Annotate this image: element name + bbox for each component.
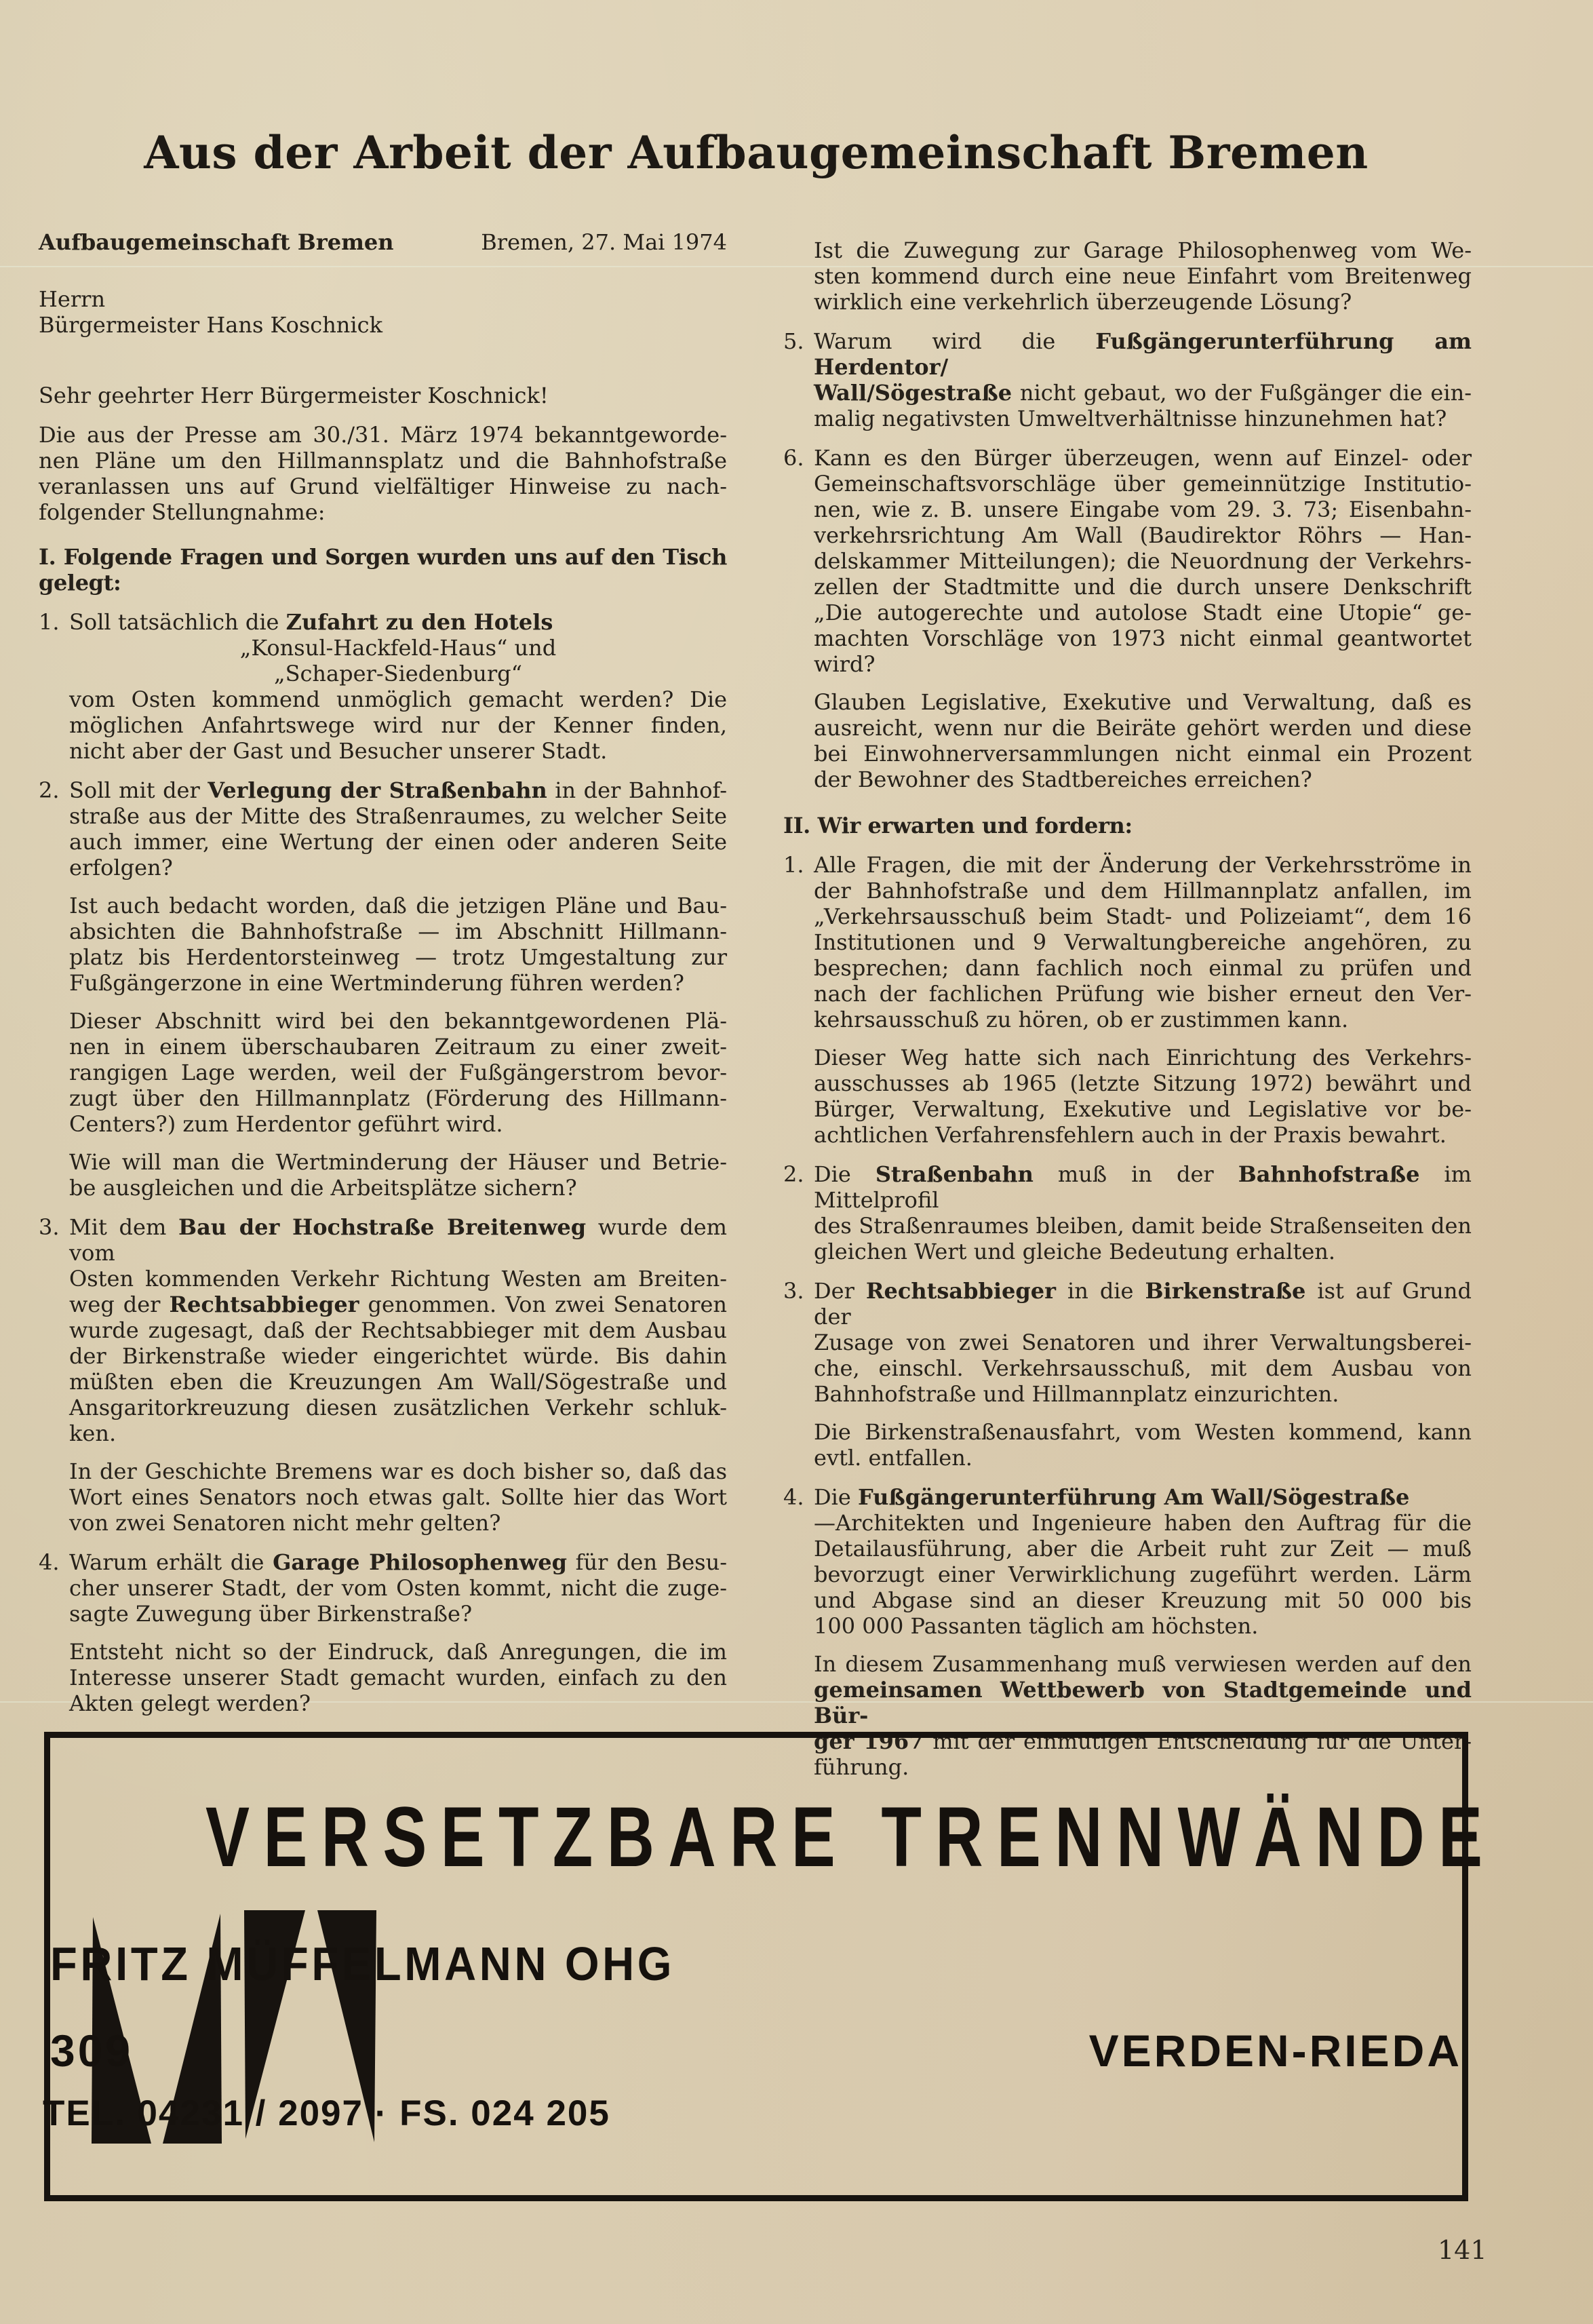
text-line: —Architekten und Ingenieure haben den Auftrag für die bbox=[814, 1510, 1472, 1536]
text-line: gleichen Wert und gleiche Bedeutung erhalten. bbox=[814, 1239, 1336, 1264]
text-line: Institutionen und 9 Verwaltungbereiche angehören, zu bbox=[814, 929, 1472, 955]
text-line: cher unserer Stadt, der vom Osten kommt, nicht die zuge- bbox=[69, 1575, 727, 1601]
text-line: auch immer, eine Wertung der einen oder anderen Seite bbox=[69, 829, 727, 855]
text-line: Centers?) zum Herdentor geführt wird. bbox=[69, 1111, 503, 1137]
text-line: zugt über den Hillmannplatz (Förderung des Hillmann- bbox=[69, 1085, 727, 1111]
text-line: der Bewohner des Stadtbereiches erreichen? bbox=[814, 767, 1312, 792]
item-number: 3. bbox=[783, 1278, 804, 1304]
text-line: nen, wie z. B. unsere Eingabe vom 29. 3. 73; Eisenbahn- bbox=[814, 497, 1472, 522]
text-line: absichten die Bahnhofstraße — im Abschnitt Hillmann- bbox=[69, 918, 727, 944]
text-line: möglichen Anfahrtswege wird nur der Kenner finden, bbox=[69, 712, 727, 738]
text-line: ausreicht, wenn nur die Beiräte gehört werden und diese bbox=[814, 715, 1472, 741]
text-line: Soll tatsächlich die Zufahrt zu den Hotels bbox=[69, 609, 553, 635]
text-line: bei Einwohnerversammlungen nicht einmal ein Prozent bbox=[814, 741, 1472, 767]
text-line: Die Fußgängerunterführung Am Wall/Sögestraße bbox=[814, 1484, 1410, 1510]
item-number: 3. bbox=[39, 1214, 60, 1240]
text-line: che, einschl. Verkehrsausschuß, mit dem Ausbau von bbox=[814, 1355, 1472, 1381]
text-line: ausschusses ab 1965 (letzte Sitzung 1972) bewährt und bbox=[814, 1070, 1472, 1096]
item-number: 4. bbox=[783, 1484, 804, 1510]
text-line: Herrn bbox=[39, 286, 106, 312]
text-line: Gemeinschaftsvorschläge über gemeinnützige Institutio- bbox=[814, 471, 1472, 497]
text-line: des Straßenraumes bleiben, damit beide Straßenseiten den bbox=[814, 1213, 1472, 1239]
text-line: sagte Zuwegung über Birkenstraße? bbox=[69, 1601, 473, 1627]
text-line: „Schaper-Siedenburg“ bbox=[274, 661, 522, 686]
ad-address-row bbox=[50, 2025, 1462, 2076]
text-line: veranlassen uns auf Grund vielfältiger Hinweise zu nach- bbox=[39, 473, 727, 499]
text-line: folgender Stellungnahme: bbox=[39, 499, 326, 525]
text-line: Warum erhält die Garage Philosophenweg für den Besu- bbox=[69, 1549, 728, 1575]
text-line: In diesem Zusammenhang muß verwiesen werden auf den bbox=[814, 1651, 1472, 1677]
numbered-item bbox=[783, 1278, 1472, 1407]
text-line: evtl. entfallen. bbox=[814, 1445, 972, 1471]
advertisement-box bbox=[43, 1732, 1497, 2201]
text-line: straße aus der Mitte des Straßenraumes, zu welcher Seite bbox=[69, 803, 727, 829]
text-line: Sehr geehrter Herr Bürgermeister Koschnick! bbox=[39, 383, 549, 408]
numbered-item bbox=[783, 445, 1472, 677]
text-line: erfolgen? bbox=[69, 855, 173, 880]
text-line: Entsteht nicht so der Eindruck, daß Anregungen, die im bbox=[69, 1639, 727, 1665]
numbered-item bbox=[39, 777, 727, 880]
text-line: bevorzugt einer Verwirklichung zugeführt werden. Lärm bbox=[814, 1562, 1472, 1587]
text-line: I. Folgende Fragen und Sorgen wurden uns auf den Tisch bbox=[39, 544, 727, 570]
letter-head-row bbox=[39, 229, 727, 255]
text-line: gemeinsamen Wettbewerb von Stadtgemeinde und Bür- bbox=[814, 1677, 1472, 1728]
text-line: vom Osten kommend unmöglich gemacht werden? Die bbox=[69, 686, 727, 712]
text-line: Bürgermeister Hans Koschnick bbox=[39, 312, 382, 338]
numbered-item bbox=[39, 1214, 727, 1446]
item-paragraph bbox=[814, 689, 1472, 792]
item-paragraph bbox=[814, 237, 1472, 315]
ad-postal-code: 309 bbox=[50, 2026, 134, 2076]
ad-city: VERDEN-RIEDA bbox=[1088, 2026, 1462, 2076]
column-right bbox=[783, 237, 1472, 1780]
text-line: Dieser Weg hatte sich nach Einrichtung des Verkehrs- bbox=[814, 1045, 1472, 1070]
item-paragraph bbox=[69, 1149, 727, 1201]
text-line: be ausgleichen und die Arbeitsplätze sichern? bbox=[69, 1175, 577, 1201]
text-line: Die Straßenbahn muß in der Bahnhofstraße im Mittelprofil bbox=[814, 1161, 1472, 1213]
text-line: Bürger, Verwaltung, Exekutive und Legislative vor be- bbox=[814, 1096, 1472, 1122]
text-line: Osten kommenden Verkehr Richtung Westen am Breiten- bbox=[69, 1266, 727, 1292]
text-line: Der Rechtsabbieger in die Birkenstraße ist auf Grund der bbox=[814, 1278, 1472, 1330]
text-line: In der Geschichte Bremens war es doch bisher so, daß das bbox=[69, 1458, 727, 1484]
text-line: müßten eben die Kreuzungen Am Wall/Sögestraße und bbox=[69, 1369, 727, 1395]
text-line: Interesse unserer Stadt gemacht wurden, einfach zu den bbox=[69, 1665, 727, 1690]
text-line: machten Vorschläge von 1973 nicht einmal geantwortet bbox=[814, 625, 1472, 651]
text-line: Bahnhofstraße und Hillmannplatz einzurichten. bbox=[814, 1381, 1339, 1407]
ad-contact-line: TEL. 04231 / 2097 · FS. 024 205 bbox=[43, 2093, 610, 2133]
text-line: wird? bbox=[814, 651, 876, 677]
numbered-item bbox=[783, 852, 1472, 1032]
text-line: rangigen Lage werden, weil der Fußgängerstrom bevor- bbox=[69, 1060, 727, 1085]
page-title: Aus der Arbeit der Aufbaugemeinschaft Bremen bbox=[144, 126, 1369, 179]
text-line: verkehrsrichtung Am Wall (Baudirektor Röhrs — Han- bbox=[814, 522, 1472, 548]
text-line: nen Pläne um den Hillmannsplatz und die Bahnhofstraße bbox=[39, 448, 727, 473]
numbered-item bbox=[783, 1484, 1472, 1639]
text-line: Die Birkenstraßenausfahrt, vom Westen kommend, kann bbox=[814, 1419, 1472, 1445]
text-line: nicht aber der Gast und Besucher unserer Stadt. bbox=[69, 738, 608, 764]
text-line: Kann es den Bürger überzeugen, wenn auf Einzel- oder bbox=[814, 445, 1472, 471]
text-line: führung. bbox=[814, 1754, 909, 1780]
text-line: II. Wir erwarten und fordern: bbox=[783, 813, 1133, 838]
text-line: Die aus der Presse am 30./31. März 1974 bekanntgeworde- bbox=[39, 422, 727, 448]
item-number: 6. bbox=[783, 445, 804, 471]
text-line: Ist auch bedacht worden, daß die jetzigen Pläne und Bau- bbox=[69, 893, 727, 918]
ad-headline: VERSETZBARE TRENNWÄNDE bbox=[205, 1790, 1497, 1884]
text-line: Glauben Legislative, Exekutive und Verwaltung, daß es bbox=[814, 689, 1472, 715]
item-number: 4. bbox=[39, 1549, 60, 1575]
section-heading bbox=[39, 544, 727, 596]
text-line: Wall/Sögestraße nicht gebaut, wo der Fußgänger die ein- bbox=[814, 380, 1472, 406]
text-line: malig negativsten Umweltverhältnisse hinzunehmen hat? bbox=[814, 406, 1447, 431]
text-line: nen in einem überschaubaren Zeitraum zu einer zweit- bbox=[69, 1034, 727, 1060]
text-line: sten kommend durch eine neue Einfahrt vom Breitenweg bbox=[814, 263, 1472, 289]
text-line: ger 1967 mit der einmütigen Entscheidung für die Unter- bbox=[814, 1728, 1472, 1754]
item-paragraph bbox=[814, 1045, 1472, 1148]
item-number: 2. bbox=[39, 777, 60, 803]
dateline: Bremen, 27. Mai 1974 bbox=[481, 229, 727, 255]
letter-line bbox=[39, 312, 727, 338]
paragraph bbox=[39, 422, 727, 525]
letter-line bbox=[39, 286, 727, 312]
text-line: zellen der Stadtmitte und die durch unsere Denkschrift bbox=[814, 574, 1472, 600]
numbered-item bbox=[39, 1549, 727, 1627]
sender-name: Aufbaugemeinschaft Bremen bbox=[39, 229, 394, 255]
text-line: besprechen; dann fachlich noch einmal zu prüfen und bbox=[814, 955, 1472, 981]
item-paragraph bbox=[69, 1008, 727, 1137]
column-left bbox=[39, 229, 727, 1716]
text-line: nach der fachlichen Prüfung wie bisher erneut den Ver- bbox=[814, 981, 1472, 1007]
item-number: 5. bbox=[783, 328, 804, 354]
text-line: Mit dem Bau der Hochstraße Breitenweg wurde dem vom bbox=[69, 1214, 728, 1266]
text-line: Warum wird die Fußgängerunterführung am Herdentor/ bbox=[814, 328, 1472, 380]
text-line: Soll mit der Verlegung der Straßenbahn in der Bahnhof- bbox=[69, 777, 728, 803]
text-line: Dieser Abschnitt wird bei den bekanntgewordenen Plä- bbox=[69, 1008, 727, 1034]
item-number: 1. bbox=[783, 852, 804, 878]
text-line: Ansgaritorkreuzung diesen zusätzlichen Verkehr schluk- bbox=[69, 1395, 727, 1420]
text-line: weg der Rechtsabbieger genommen. Von zwei Senatoren bbox=[69, 1292, 728, 1317]
text-line: wurde zugesagt, daß der Rechtsabbieger mit dem Ausbau bbox=[69, 1317, 727, 1343]
letter-line bbox=[39, 383, 727, 408]
text-line: Zusage von zwei Senatoren und ihrer Verwaltungsberei- bbox=[814, 1330, 1472, 1355]
text-line: „Konsul-Hackfeld-Haus“ und bbox=[239, 635, 557, 661]
text-line: kehrsausschuß zu hören, ob er zustimmen kann. bbox=[814, 1007, 1349, 1032]
text-line: delskammer Mitteilungen); die Neuordnung der Verkehrs- bbox=[814, 548, 1472, 574]
text-line: und Abgase sind an dieser Kreuzung mit 50 000 bis bbox=[814, 1587, 1472, 1613]
text-line: Ist die Zuwegung zur Garage Philosophenweg vom We- bbox=[814, 237, 1472, 263]
page-number: 141 bbox=[1438, 2235, 1487, 2265]
text-line: ken. bbox=[69, 1420, 117, 1446]
text-line: Alle Fragen, die mit der Änderung der Verkehrsströme in bbox=[814, 852, 1472, 878]
text-line: Wort eines Senators noch etwas galt. Sollte hier das Wort bbox=[69, 1484, 727, 1510]
text-line: 100 000 Passanten täglich am höchsten. bbox=[814, 1613, 1259, 1639]
text-line: „Die autogerechte und autolose Stadt eine Utopie“ ge- bbox=[814, 600, 1472, 625]
item-number: 2. bbox=[783, 1161, 804, 1187]
ad-company-name: FRITZ MÜFFELMANN OHG bbox=[50, 1937, 675, 1990]
text-line: Wie will man die Wertminderung der Häuser und Betrie- bbox=[69, 1149, 727, 1175]
text-line: der Bahnhofstraße und dem Hillmannplatz anfallen, im bbox=[814, 878, 1472, 904]
text-line: platz bis Herdentorsteinweg — trotz Umgestaltung zur bbox=[69, 944, 727, 970]
text-line: gelegt: bbox=[39, 570, 121, 596]
item-paragraph bbox=[69, 1458, 727, 1536]
numbered-item bbox=[783, 1161, 1472, 1264]
text-line: der Birkenstraße wieder eingerichtet würde. Bis dahin bbox=[69, 1343, 727, 1369]
text-line: achtlichen Verfahrensfehlern auch in der Praxis bewahrt. bbox=[814, 1122, 1447, 1148]
text-line: von zwei Senatoren nicht mehr gelten? bbox=[69, 1510, 501, 1536]
numbered-item bbox=[39, 609, 727, 764]
text-line: „Verkehrsausschuß beim Stadt- und Polizeiamt“, dem 16 bbox=[814, 904, 1472, 929]
text-line: Detailausführung, aber die Arbeit ruht zur Zeit — muß bbox=[814, 1536, 1472, 1562]
item-paragraph bbox=[69, 893, 727, 996]
text-line: wirklich eine verkehrlich überzeugende Lösung? bbox=[814, 289, 1352, 315]
item-paragraph bbox=[814, 1419, 1472, 1471]
item-paragraph bbox=[69, 1639, 727, 1716]
numbered-item bbox=[783, 328, 1472, 431]
text-line: Akten gelegt werden? bbox=[69, 1690, 311, 1716]
text-line: Fußgängerzone in eine Wertminderung führen werden? bbox=[69, 970, 684, 996]
item-number: 1. bbox=[39, 609, 60, 635]
section-heading bbox=[783, 813, 1472, 838]
